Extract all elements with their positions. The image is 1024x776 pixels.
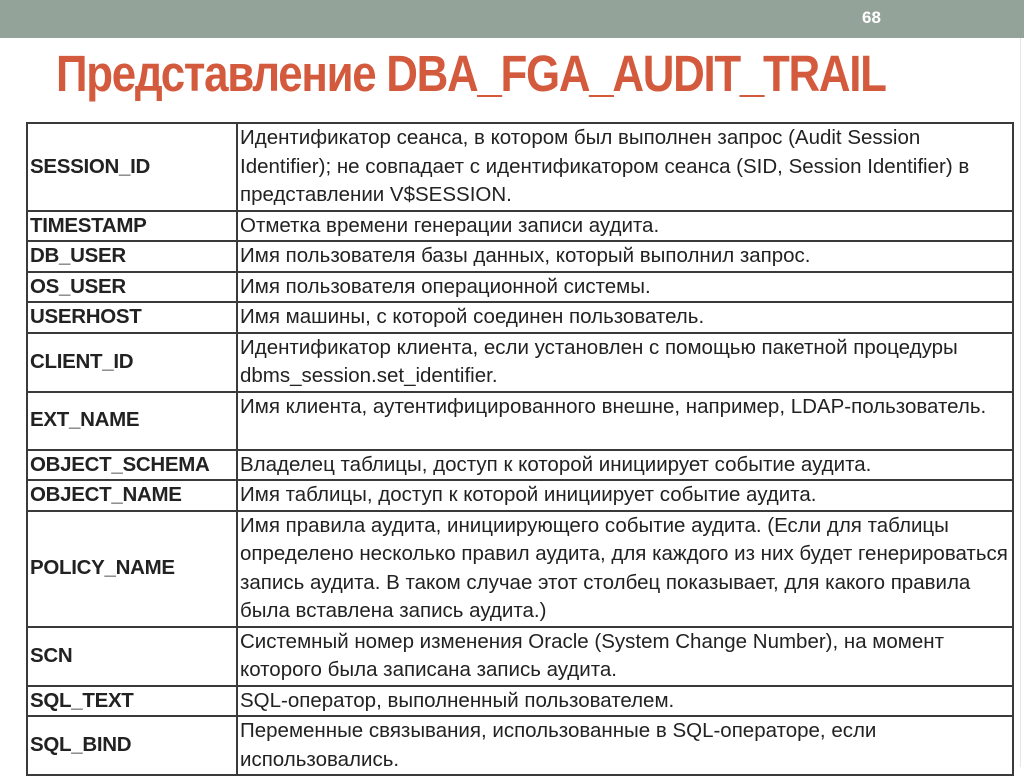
column-name-cell: EXT_NAME — [27, 392, 237, 450]
column-name-cell: SQL_TEXT — [27, 686, 237, 717]
column-description-cell: Имя правила аудита, инициирующего событие аудита. (Если для таблицы определено несколько правил аудита, для каждого из них будет генерироваться запись аудита. В таком случае этот столбец показывает, для какого правила была вставлена запись аудита.) — [237, 511, 1013, 627]
table-row — [27, 241, 1013, 272]
column-description-cell: Имя пользователя базы данных, который выполнил запрос. — [237, 241, 1013, 272]
table-row — [27, 123, 1013, 211]
column-name-cell: OS_USER — [27, 272, 237, 303]
column-name-cell: OBJECT_SCHEMA — [27, 450, 237, 481]
column-name-cell: SESSION_ID — [27, 123, 237, 211]
column-name-cell: SCN — [27, 627, 237, 686]
column-name-cell: USERHOST — [27, 302, 237, 333]
column-description-cell: Системный номер изменения Oracle (System Change Number), на момент которого была записана запись аудита. — [237, 627, 1013, 686]
column-name-cell: SQL_BIND — [27, 716, 237, 775]
column-description-cell: Владелец таблицы, доступ к которой инициирует событие аудита. — [237, 450, 1013, 481]
column-description-cell: Имя клиента, аутентифицированного внешне, например, LDAP-пользователь. — [237, 392, 1013, 450]
table-row — [27, 716, 1013, 775]
page-number: 68 — [862, 8, 881, 27]
column-description-cell: Имя машины, с которой соединен пользователь. — [237, 302, 1013, 333]
column-description-cell: Идентификатор сеанса, в котором был выполнен запрос (Audit Session Identifier); не совпадает с идентификатором сеанса (SID, Session Identifier) в представлении V$SESSION. — [237, 123, 1013, 211]
attributes-table — [26, 122, 1014, 776]
table-row — [27, 392, 1013, 450]
table-row — [27, 272, 1013, 303]
column-description-cell: Идентификатор клиента, если установлен с помощью пакетной процедуры dbms_session.set_identifier. — [237, 333, 1013, 392]
table-row — [27, 511, 1013, 627]
table-row — [27, 627, 1013, 686]
table-row — [27, 302, 1013, 333]
column-name-cell: CLIENT_ID — [27, 333, 237, 392]
column-description-cell: Отметка времени генерации записи аудита. — [237, 211, 1013, 242]
slide-edge-divider — [1020, 38, 1021, 767]
attributes-table-body — [27, 123, 1013, 775]
column-name-cell: DB_USER — [27, 241, 237, 272]
table-row — [27, 480, 1013, 511]
slide-title: Представление DBA_FGA_AUDIT_TRAIL — [56, 45, 886, 102]
table-row — [27, 211, 1013, 242]
table-row — [27, 333, 1013, 392]
column-description-cell: SQL-оператор, выполненный пользователем. — [237, 686, 1013, 717]
column-description-cell: Переменные связывания, использованные в SQL-операторе, если использовались. — [237, 716, 1013, 775]
column-name-cell: TIMESTAMP — [27, 211, 237, 242]
column-name-cell: OBJECT_NAME — [27, 480, 237, 511]
column-description-cell: Имя таблицы, доступ к которой инициирует событие аудита. — [237, 480, 1013, 511]
table-row — [27, 686, 1013, 717]
column-name-cell: POLICY_NAME — [27, 511, 237, 627]
column-description-cell: Имя пользователя операционной системы. — [237, 272, 1013, 303]
table-row — [27, 450, 1013, 481]
